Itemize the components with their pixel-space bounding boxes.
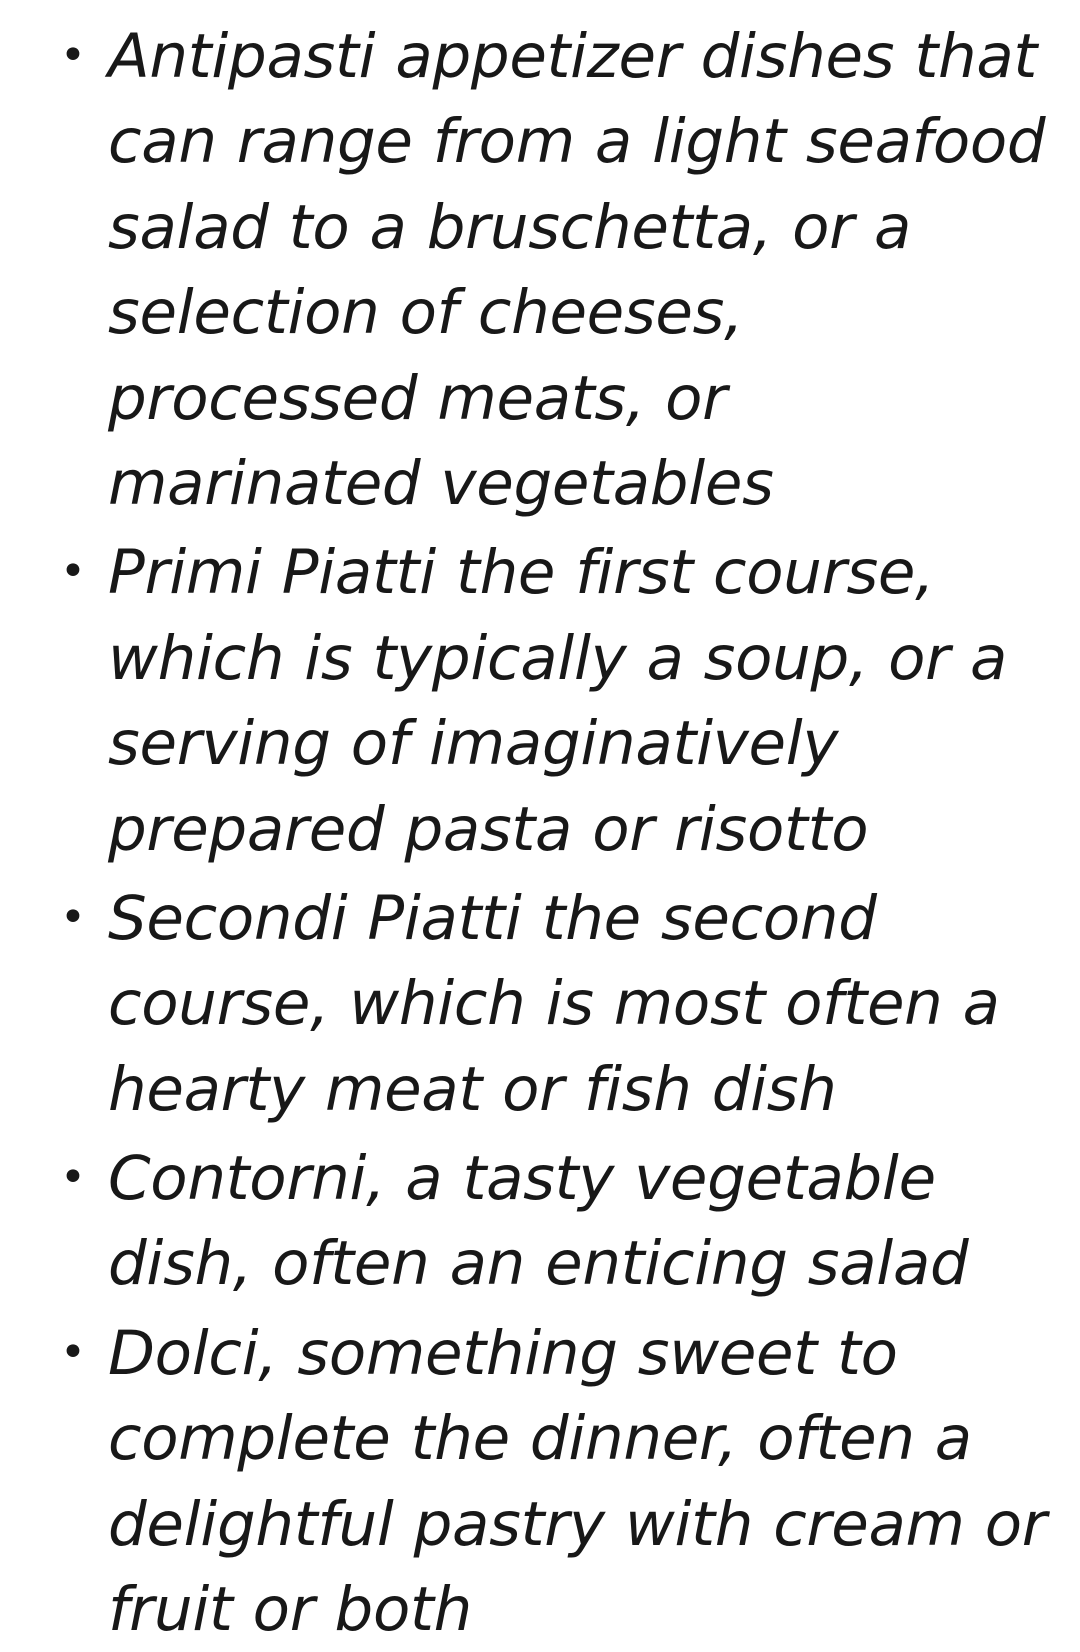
list-item	[30, 14, 1050, 526]
list-item-text: Secondi Piatti the second course, which is most often a hearty meat or fish dish	[108, 882, 1000, 1125]
list-item	[30, 876, 1050, 1132]
list-item-text: Antipasti appetizer dishes that can range from a light seafood salad to a bruschetta, or a selection of cheeses, processed meats, or marinated vegetables	[108, 21, 1046, 519]
list-item-text: Dolci, something sweet to complete the dinner, often a delightful pastry with cream or fruit or both	[108, 1317, 1047, 1646]
list-item-text: Primi Piatti the first course, which is typically a soup, or a serving of imaginatively prepared pasta or risotto	[108, 537, 1008, 865]
list-item-text: Contorni, a tasty vegetable dish, often an enticing salad	[108, 1143, 969, 1300]
list-item	[30, 530, 1050, 872]
italian-meal-course-list	[30, 14, 1050, 1652]
list-item	[30, 1136, 1050, 1307]
list-item	[30, 1311, 1050, 1652]
